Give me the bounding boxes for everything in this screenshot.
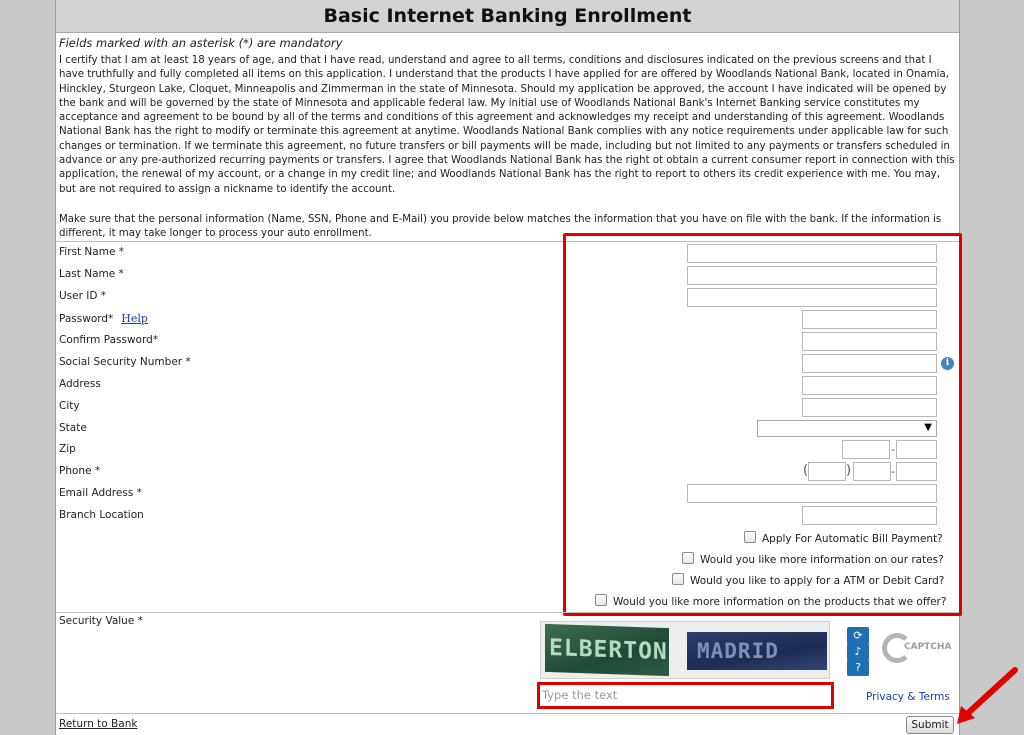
page-title: Basic Internet Banking Enrollment xyxy=(56,0,959,33)
return-to-bank-link[interactable]: Return to Bank xyxy=(59,718,138,730)
user-id-label: User ID * xyxy=(59,290,107,302)
info-icon[interactable]: i xyxy=(941,357,954,370)
captcha-logo-text: CAPTCHA xyxy=(904,642,952,652)
enrollment-panel xyxy=(55,0,960,735)
legal-agreement-text: I certify that I am at least 18 years of age, and that I have read, understand and agree to all terms, conditions and disclosures indicated on the previous screens and that I have truthfully and fully completed all items on this application. I understand that the products I have applied for are offered by Woodlands National Bank, located in Onamia, Hinckley, Sturgeon Lake, Cloquet, Minneapolis and Zimmerman in the state of Minnesota. Should my application be approved, the account I have indicated will be opened by the bank and will be governed by the state of Minnesota and applicable federal law. My initial use of Woodlands National Bank's Internet Banking service constitutes my acceptance and agreement to be bound by all of the terms and conditions of this agreement and acknowledges my receipt and understanding of this agreement. Woodlands National Bank has the right to modify or terminate this agreement at anytime. Woodlands National Bank complies with any notice requirements under applicable law for such changes or termination. If we terminate this agreement, no future transfers or bill payments will be made, including but not limited to any payments or transfers scheduled in advance or any pre-authorized recurring payments or transfers. I agree that Woodlands National Bank has the right ot obtain a current consumer report in connection with this application, the renewal of my account, or a change in my credit line; and Woodlands National Bank has the right to report to others its credit experience with me. You may, but are not required to assign a nickname to identify the account. xyxy=(59,55,955,195)
phone-paren-close: ) xyxy=(846,463,852,478)
divider xyxy=(56,612,959,613)
form-highlight-box xyxy=(563,233,962,616)
phone-paren-open: ( xyxy=(803,463,809,478)
security-value-label: Security Value * xyxy=(59,615,143,627)
products-info-label: Would you like more information on the products that we offer? xyxy=(613,596,947,608)
privacy-terms-link[interactable]: Privacy & Terms xyxy=(866,691,950,703)
captcha-highlight-box xyxy=(537,682,834,709)
ssn-label: Social Security Number * xyxy=(59,356,191,368)
auto-bill-pay-label: Apply For Automatic Bill Payment? xyxy=(762,533,943,545)
branch-label: Branch Location xyxy=(59,509,144,521)
password-label: Password* xyxy=(59,313,114,325)
chevron-down-icon: ▼ xyxy=(924,422,932,433)
city-label: City xyxy=(59,400,80,412)
state-label: State xyxy=(59,422,87,434)
email-label: Email Address * xyxy=(59,487,142,499)
submit-button[interactable]: Submit xyxy=(906,716,954,734)
captcha-word-2: MADRID xyxy=(687,632,827,670)
confirm-password-label: Confirm Password* xyxy=(59,334,159,346)
phone-dash: - xyxy=(891,465,895,478)
rates-info-label: Would you like more information on our rates? xyxy=(700,554,944,566)
mandatory-note: Fields marked with an asterisk (*) are mandatory xyxy=(59,36,343,50)
info-notice: Make sure that the personal information (Name, SSN, Phone and E-Mail) you provide below matches the information that you have on file with the bank. If the information is different, it may take longer to process your auto enrollment. xyxy=(59,214,942,240)
atm-card-label: Would you like to apply for a ATM or Debit Card? xyxy=(690,575,945,587)
audio-icon[interactable]: ♪ xyxy=(847,643,869,660)
refresh-icon[interactable]: ⟳ xyxy=(847,627,869,644)
help-icon[interactable]: ? xyxy=(847,659,869,676)
zip-label: Zip xyxy=(59,443,76,455)
last-name-label: Last Name * xyxy=(59,268,124,280)
captcha-image xyxy=(540,621,830,679)
zip-dash: - xyxy=(891,443,895,456)
address-label: Address xyxy=(59,378,101,390)
captcha-word-1: ELBERTON xyxy=(545,624,669,676)
password-help-link[interactable]: Help xyxy=(121,312,148,325)
password-label-row xyxy=(59,312,148,325)
phone-label: Phone * xyxy=(59,465,101,477)
first-name-label: First Name * xyxy=(59,246,124,258)
divider xyxy=(56,713,959,714)
red-arrow-icon xyxy=(895,662,1024,735)
captcha-text-input[interactable]: Type the text xyxy=(540,685,832,706)
